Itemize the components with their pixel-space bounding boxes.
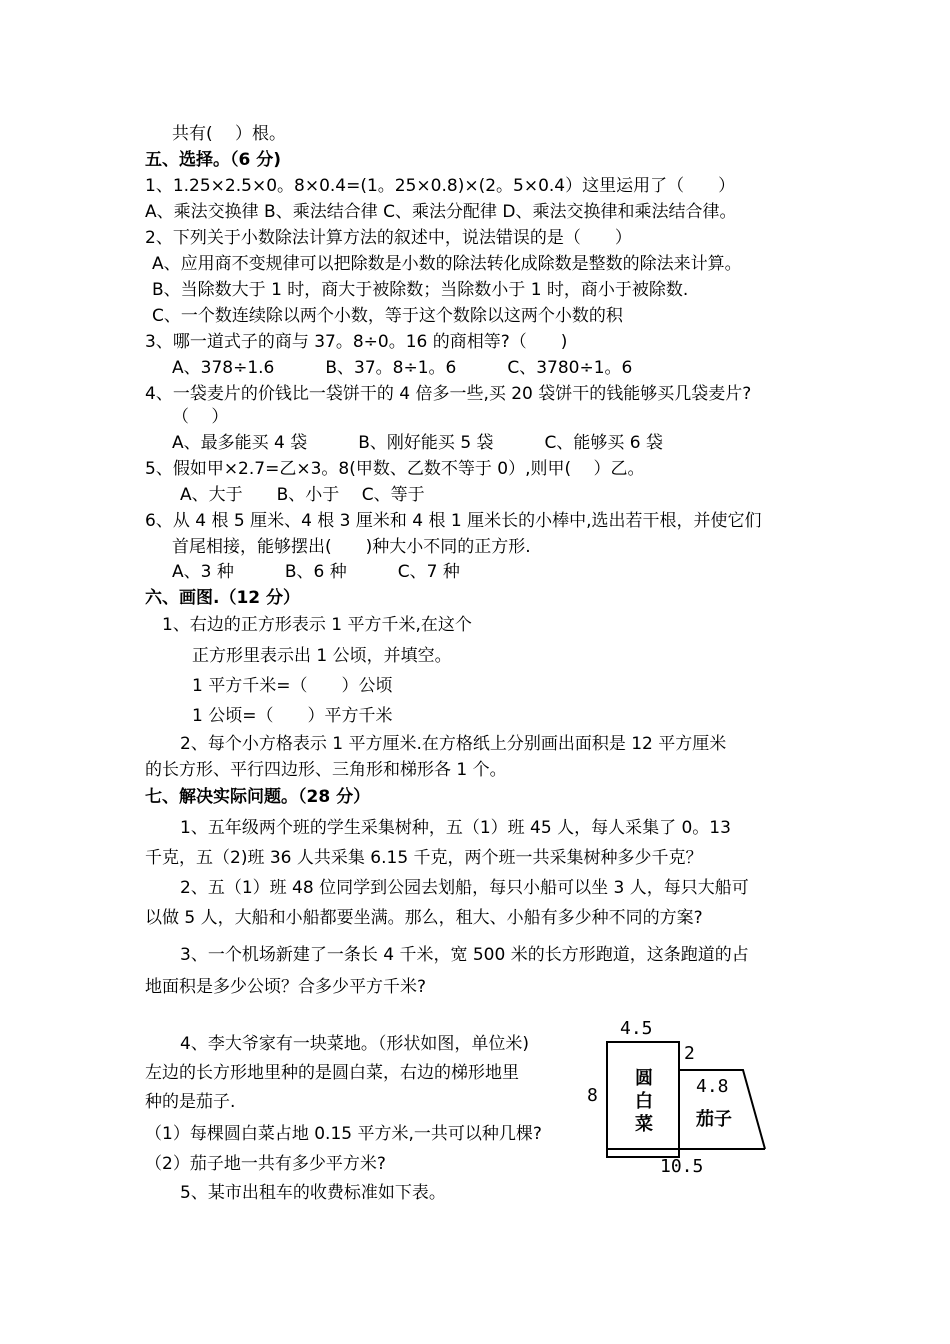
section-five-heading: 五、选择。（6 分)	[145, 150, 282, 170]
line-17: A、3 种 B、6 种 C、7 种	[172, 562, 460, 582]
section-seven-heading: 七、解决实际问题。（28 分）	[145, 787, 371, 807]
cabbage-label-3: 菜	[635, 1114, 653, 1135]
line-8: 3、哪一道式子的商与 37。8÷0。16 的商相等?（ )	[145, 332, 568, 352]
line-33: 左边的长方形地里种的是圆白菜，右边的梯形地里	[145, 1063, 519, 1083]
line-36: （2）茄子地一共有多少平方米?	[145, 1154, 386, 1174]
line-35: （1）每棵圆白菜占地 0.15 平方米,一共可以种几棵?	[145, 1124, 542, 1144]
cabbage-label-1: 圆	[635, 1068, 653, 1089]
line-6: B、当除数大于 1 时，商大于被除数；当除数小于 1 时，商小于被除数.	[152, 280, 689, 300]
line-9: A、378÷1.6 B、37。8÷1。6 C、3780÷1。6	[172, 358, 633, 378]
line-10: 4、一袋麦片的价钱比一袋饼干的 4 倍多一些,买 20 袋饼干的钱能够买几袋麦片?	[145, 384, 752, 404]
line-23: 2、每个小方格表示 1 平方厘米.在方格纸上分别画出面积是 12 平方厘米	[180, 734, 727, 754]
line-24: 的长方形、平行四边形、三角形和梯形各 1 个。	[145, 760, 507, 780]
line-14: A、大于 B、小于 C、等于	[180, 485, 425, 505]
line-29: 以做 5 人，大船和小船都要坐满。那么，租大、小船有多少种不同的方案?	[145, 908, 703, 928]
line-13: 5、假如甲×2.7=乙×3。8(甲数、乙数不等于 0）,则甲( ）乙。	[145, 459, 645, 479]
trap-height-label: 4.8	[696, 1076, 729, 1097]
line-3: A、乘法交换律 B、乘法结合律 C、乘法分配律 D、乘法交换律和乘法结合律。	[145, 202, 737, 222]
line-2: 1、1.25×2.5×0。8×0.4=(1。25×0.8)×(2。5×0.4）这里运用了（ ）	[145, 176, 736, 196]
step-label: 2	[684, 1043, 695, 1064]
line-20: 正方形里表示出 1 公顷，并填空。	[192, 646, 452, 666]
eggplant-label: 茄子	[696, 1109, 732, 1130]
line-7: C、一个数连续除以两个小数，等于这个数除以这两个小数的积	[152, 306, 623, 326]
line-15: 6、从 4 根 5 厘米、4 根 3 厘米和 4 根 1 厘米长的小棒中,选出若干根，并使它们	[145, 511, 762, 531]
line-12: A、最多能买 4 袋 B、刚好能买 5 袋 C、能够买 6 袋	[172, 433, 664, 453]
line-22: 1 公顷=（ ）平方千米	[192, 706, 393, 726]
line-0: 共有( ）根。	[172, 124, 287, 144]
line-21: 1 平方千米=（ ）公顷	[192, 676, 393, 696]
section-six-heading: 六、画图.（12 分）	[145, 588, 301, 608]
line-16: 首尾相接，能够摆出( )种大小不同的正方形.	[172, 537, 531, 557]
line-26: 1、五年级两个班的学生采集树种，五（1）班 45 人，每人采集了 0。13	[180, 818, 731, 838]
height-label: 8	[587, 1085, 598, 1106]
line-37: 5、某市出租车的收费标准如下表。	[180, 1183, 446, 1203]
cabbage-label-2: 白	[635, 1091, 653, 1112]
line-28: 2、五（1）班 48 位同学到公园去划船，每只小船可以坐 3 人，每只大船可	[180, 878, 749, 898]
line-19: 1、右边的正方形表示 1 平方千米,在这个	[162, 615, 472, 635]
bottom-length-label: 10.5	[660, 1156, 704, 1177]
line-31: 地面积是多少公顷？合多少平方千米?	[145, 977, 427, 997]
line-11: （ ）	[172, 407, 229, 427]
vegetable-plot-figure	[580, 1010, 780, 1180]
line-27: 千克，五（2)班 36 人共采集 6.15 千克，两个班一共采集树种多少千克？	[145, 848, 703, 868]
top-width-label: 4.5	[620, 1018, 653, 1039]
line-34: 种的是茄子.	[145, 1092, 236, 1112]
line-30: 3、一个机场新建了一条长 4 千米，宽 500 米的长方形跑道，这条跑道的占	[180, 945, 749, 965]
line-4: 2、下列关于小数除法计算方法的叙述中，说法错误的是（ ）	[145, 228, 632, 248]
line-5: A、应用商不变规律可以把除数是小数的除法转化成除数是整数的除法来计算。	[152, 254, 742, 274]
line-32: 4、李大爷家有一块菜地。（形状如图，单位米)	[180, 1034, 529, 1054]
